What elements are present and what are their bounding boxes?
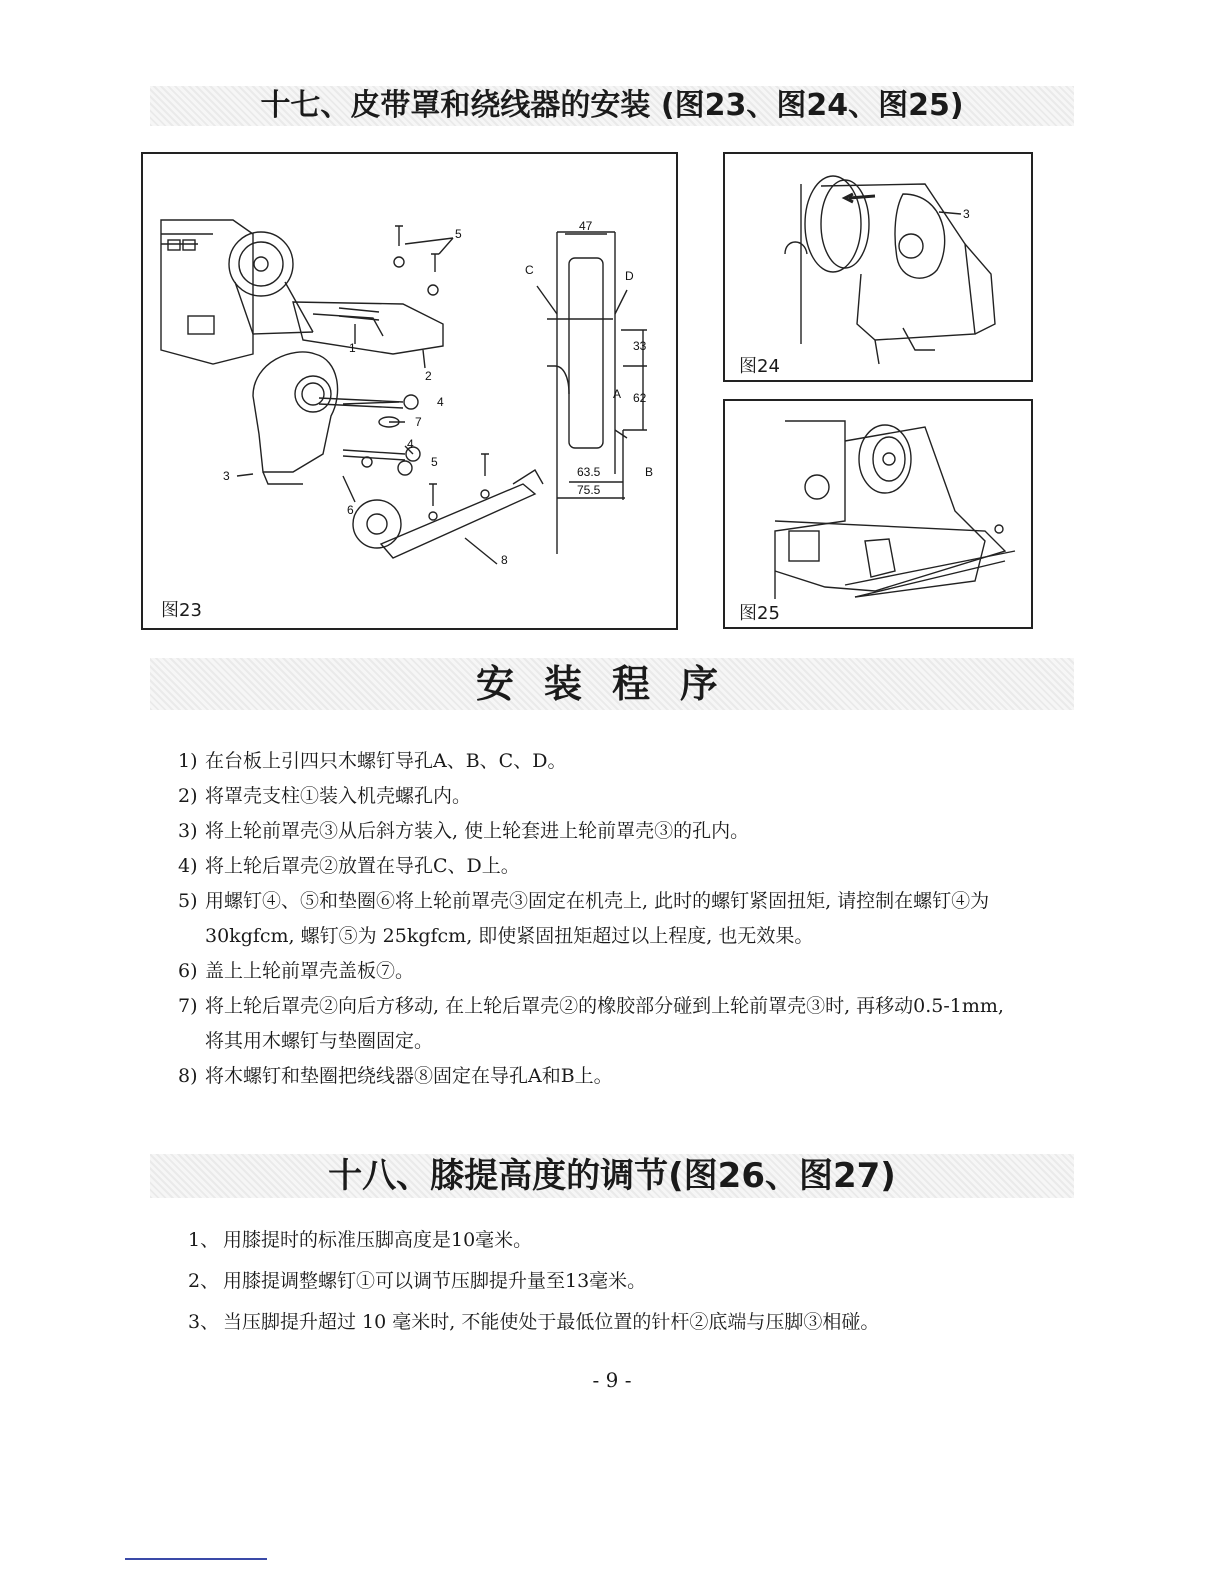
section-18-title: 十八、膝提高度的调节(图26、图27) xyxy=(328,1156,896,1196)
item-text: 用膝提调整螺钉①可以调节压脚提升量至13毫米。 xyxy=(223,1270,647,1292)
install-procedure-title: 安装程序 xyxy=(475,662,748,706)
item-text: 用膝提时的标准压脚高度是10毫米。 xyxy=(223,1229,533,1251)
install-step xyxy=(178,954,1018,989)
figure-24-caption: 图24 xyxy=(737,352,782,378)
fig23-label-7: 7 xyxy=(415,415,422,429)
section-17-title: 十七、皮带罩和绕线器的安装 (图23、图24、图25) xyxy=(260,88,964,123)
fig23-label-1: 1 xyxy=(349,341,356,355)
page-number: - 9 - xyxy=(592,1368,632,1392)
item-text: 当压脚提升超过 10 毫米时, 不能使处于最低位置的针杆②底端与压脚③相碰。 xyxy=(223,1311,880,1333)
step-text: 盖上上轮前罩壳盖板⑦。 xyxy=(205,960,415,982)
knee-lift-item xyxy=(188,1261,1028,1302)
item-number: 3、 xyxy=(188,1311,220,1333)
install-step xyxy=(178,744,1018,779)
step-text: 将木螺钉和垫圈把绕线器⑧固定在导孔A和B上。 xyxy=(205,1065,613,1087)
step-number: 8) xyxy=(178,1065,198,1087)
fig23-label-6: 6 xyxy=(347,503,354,517)
fig23-label-C: C xyxy=(525,263,534,277)
fig23-label-D: D xyxy=(625,269,634,283)
figure-23-caption: 图23 xyxy=(159,596,204,622)
section-17-heading xyxy=(0,80,1224,132)
fig23-dim-63-5: 63.5 xyxy=(577,465,601,479)
step-text: 在台板上引四只木螺钉导孔A、B、C、D。 xyxy=(205,750,567,772)
step-text: 将罩壳支柱①装入机壳螺孔内。 xyxy=(205,785,472,807)
step-number: 1) xyxy=(178,750,198,772)
install-step xyxy=(178,884,1018,954)
step-text: 用螺钉④、⑤和垫圈⑥将上轮前罩壳③固定在机壳上, 此时的螺钉紧固扭矩, 请控制在螺钉④为30kgfcm, 螺钉⑤为 25kgfcm, 即使紧固扭矩超过以上程度, 也无效果。 xyxy=(205,890,990,947)
install-step xyxy=(178,814,1018,849)
install-procedure-heading xyxy=(0,652,1224,716)
step-number: 4) xyxy=(178,855,198,877)
knee-lift-list xyxy=(188,1220,1028,1343)
fig23-label-2: 2 xyxy=(425,369,432,383)
fig24-label-3: 3 xyxy=(963,207,970,221)
figure-25-caption: 图25 xyxy=(737,599,782,625)
step-number: 5) xyxy=(178,890,198,912)
knee-lift-item xyxy=(188,1220,1028,1261)
step-number: 3) xyxy=(178,820,198,842)
fig23-dim-33: 33 xyxy=(633,339,647,353)
figure-24 xyxy=(723,152,1033,382)
fig23-dim-75-5: 75.5 xyxy=(577,483,601,497)
fig23-dim-62: 62 xyxy=(633,391,647,405)
item-number: 1、 xyxy=(188,1229,220,1251)
step-number: 2) xyxy=(178,785,198,807)
install-step xyxy=(178,849,1018,884)
step-number: 6) xyxy=(178,960,198,982)
fig23-label-5-bottom: 5 xyxy=(431,455,438,469)
install-step xyxy=(178,989,1018,1059)
footer-rule xyxy=(125,1558,267,1560)
figure-24-drawing xyxy=(725,154,1031,380)
install-steps-list xyxy=(178,744,1018,1094)
figure-25-drawing xyxy=(725,401,1031,627)
install-step xyxy=(178,779,1018,814)
fig23-label-8: 8 xyxy=(501,553,508,567)
fig23-dim-47: 47 xyxy=(579,219,593,233)
item-number: 2、 xyxy=(188,1270,220,1292)
fig23-label-5-top: 5 xyxy=(455,227,462,241)
figure-23-drawing xyxy=(143,154,676,628)
knee-lift-item xyxy=(188,1302,1028,1343)
figure-23 xyxy=(141,152,678,630)
install-step xyxy=(178,1059,1018,1094)
step-text: 将上轮后罩壳②放置在导孔C、D上。 xyxy=(205,855,520,877)
fig23-label-B: B xyxy=(645,465,654,479)
fig23-label-4-bottom: 4 xyxy=(407,437,414,451)
figure-25 xyxy=(723,399,1033,629)
fig23-label-4-top: 4 xyxy=(437,395,444,409)
step-text: 将上轮前罩壳③从后斜方装入, 使上轮套进上轮前罩壳③的孔内。 xyxy=(205,820,750,842)
section-18-heading xyxy=(0,1148,1224,1204)
step-text: 将上轮后罩壳②向后方移动, 在上轮后罩壳②的橡胶部分碰到上轮前罩壳③时, 再移动0.5-1mm, 将其用木螺钉与垫圈固定。 xyxy=(205,995,1004,1052)
fig23-label-3: 3 xyxy=(223,469,230,483)
fig23-label-A: A xyxy=(613,387,622,401)
step-number: 7) xyxy=(178,995,198,1017)
